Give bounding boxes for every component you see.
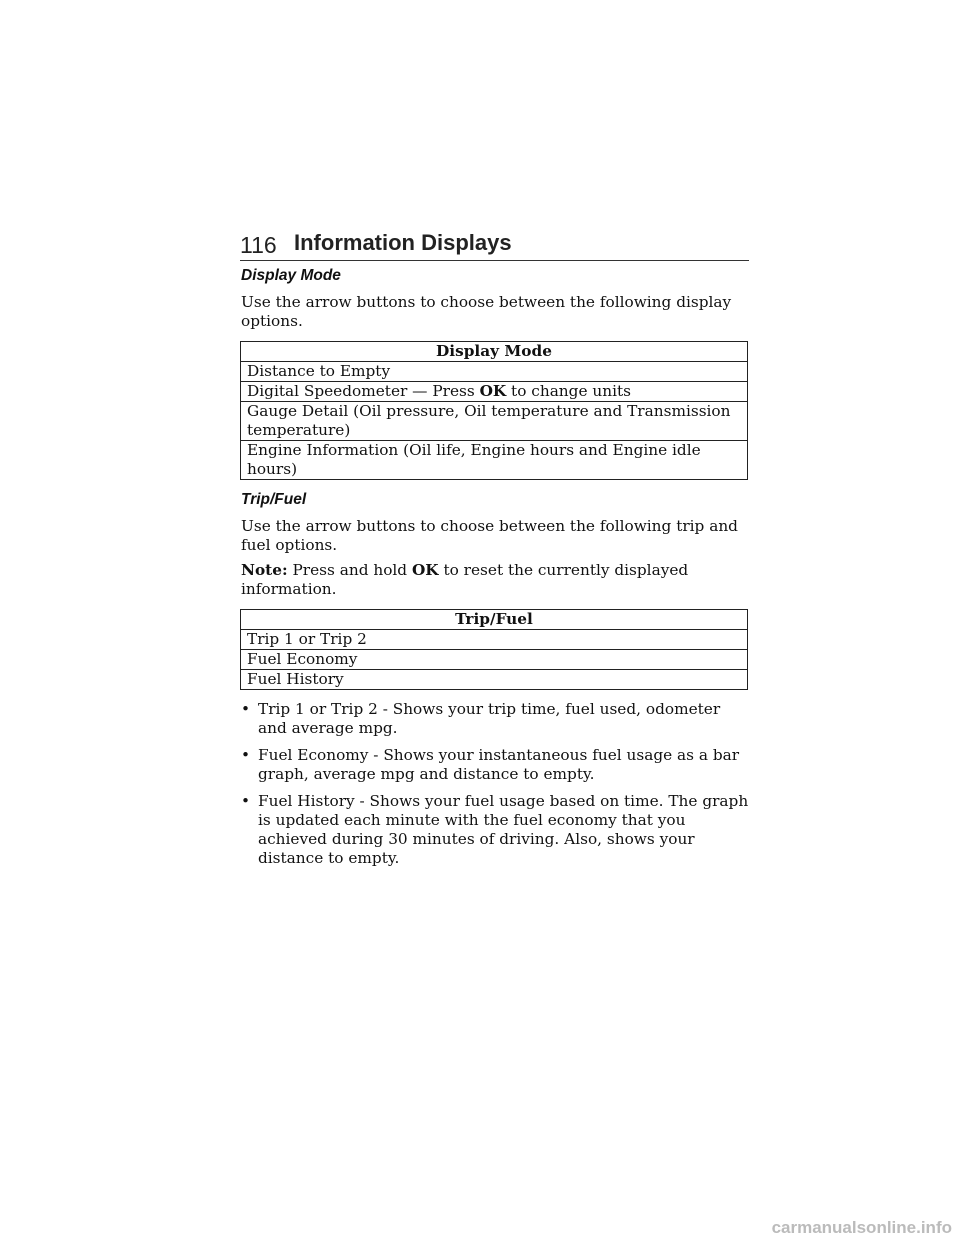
bullet-icon: • — [241, 792, 251, 810]
trip-fuel-table-header: Trip/Fuel — [241, 610, 748, 630]
display-mode-intro: Use the arrow buttons to choose between the following display options. — [241, 293, 732, 330]
page-header — [240, 228, 749, 261]
trip-fuel-heading: Trip/Fuel — [241, 491, 307, 508]
ok-key-label: OK — [411, 561, 439, 579]
trip-fuel-table — [240, 609, 748, 690]
ok-key-label: OK — [479, 382, 507, 400]
table-row — [241, 382, 748, 402]
list-item — [241, 746, 749, 784]
trip-fuel-intro: Use the arrow buttons to choose between the following trip and fuel options. — [241, 517, 738, 554]
list-item-text: Fuel History - Shows your fuel usage based on time. The graph is updated each minute with the fuel economy that you achieved during 30 minutes of driving. Also, shows your distance to empty. — [258, 792, 749, 867]
table-row: Fuel History — [241, 670, 748, 690]
table-row: Fuel Economy — [241, 650, 748, 670]
bullet-icon: • — [241, 700, 251, 718]
chapter-title: Information Displays — [294, 230, 512, 255]
bullet-icon: • — [241, 746, 251, 764]
table-row: Engine Information (Oil life, Engine hours and Engine idle hours) — [241, 441, 748, 480]
note-text: to reset the currently displayed information. — [241, 561, 689, 598]
watermark: carmanualsonline.info — [771, 1218, 952, 1237]
list-item — [241, 700, 749, 738]
table-row: Distance to Empty — [241, 362, 748, 382]
list-item-text: Fuel Economy - Shows your instantaneous fuel usage as a bar graph, average mpg and distance to empty. — [258, 746, 740, 783]
display-mode-heading: Display Mode — [241, 267, 341, 284]
page-content — [241, 266, 749, 876]
note-label: Note: — [241, 561, 288, 579]
note-text: Press and hold — [287, 561, 412, 579]
table-row: Trip 1 or Trip 2 — [241, 630, 748, 650]
row-text: Digital Speedometer — Press — [247, 382, 480, 400]
list-item-text: Trip 1 or Trip 2 - Shows your trip time, fuel used, odometer and average mpg. — [258, 700, 721, 737]
display-mode-table — [240, 341, 748, 480]
list-item — [241, 792, 749, 868]
trip-fuel-bullet-list — [241, 700, 749, 868]
row-text: to change units — [506, 382, 631, 400]
table-row: Gauge Detail (Oil pressure, Oil temperature and Transmission temperature) — [241, 402, 748, 441]
display-mode-table-header: Display Mode — [241, 342, 748, 362]
page-number: 116 — [240, 232, 277, 258]
trip-fuel-note — [241, 561, 749, 599]
